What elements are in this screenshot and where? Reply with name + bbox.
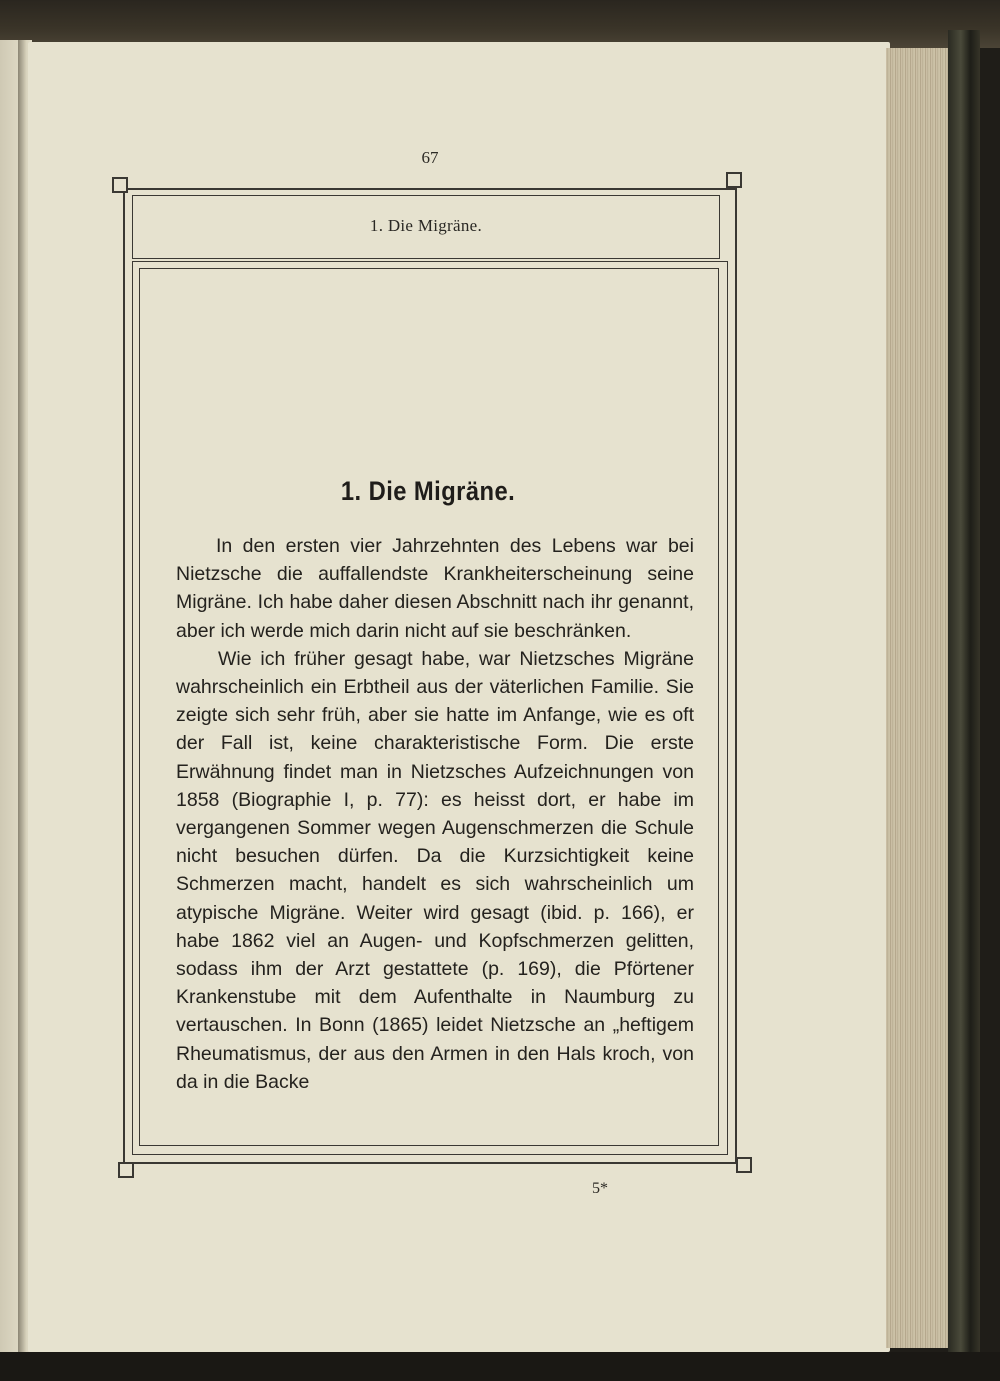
scan-bottom-band	[0, 1352, 1000, 1381]
signature-mark: 5*	[592, 1180, 608, 1197]
running-header-box	[132, 195, 720, 259]
paragraph-2: Wie ich früher gesagt habe, war Nietzsches Migräne wahrscheinlich ein Erbtheil aus der väterlichen Familie. Sie zeigte sich sehr früh, aber sie hatte im Anfange, wie es oft der Fall ist, keine charakteristische Form. Die erste Erwähnung findet man in Nietzsches Aufzeichnungen von 1858 (Biographie I, p. 77): es heisst dort, er habe im vergangenen Sommer wegen Augenschmerzen die Schule nicht besuchen dürfen. Da die Kurzsichtigkeit keine Schmerzen macht, handelt es sich wahrscheinlich um atypische Migräne. Weiter wird gesagt (ibid. p. 166), er habe 1862 viel an Augen- und Kopfschmerzen gelitten, sodass ihm der Arzt gestattete (p. 169), die Pförtener Krankenstube mit dem Aufenthalte in Naumburg zu vertauschen. In Bonn (1865) leidet Nietzsche an „heftigem Rheumatismus, der aus den Armen in den Hals kroch, von da in die Backe	[176, 647, 694, 1093]
page-edges	[886, 48, 948, 1348]
body-text	[176, 532, 694, 1096]
marbled-cover	[948, 30, 980, 1360]
running-header: 1. Die Migräne.	[369, 216, 483, 235]
frame-corner-bottom-right	[736, 1157, 752, 1173]
frame-corner-top-left	[112, 177, 128, 193]
frame-corner-top-right	[726, 172, 742, 188]
book-spine-top	[0, 0, 1000, 48]
chapter-title: 1. Die Migräne.	[340, 476, 516, 506]
page-number: 67	[421, 148, 439, 167]
frame-corner-bottom-left	[118, 1162, 134, 1178]
paragraph-1: In den ersten vier Jahrzehnten des Lebens war bei Nietzsche die auffallendste Krankheiterscheinung seine Migräne. Ich habe daher diesen Abschnitt nach ihr genannt, aber ich werde mich darin nicht auf sie beschränken.	[176, 535, 694, 642]
